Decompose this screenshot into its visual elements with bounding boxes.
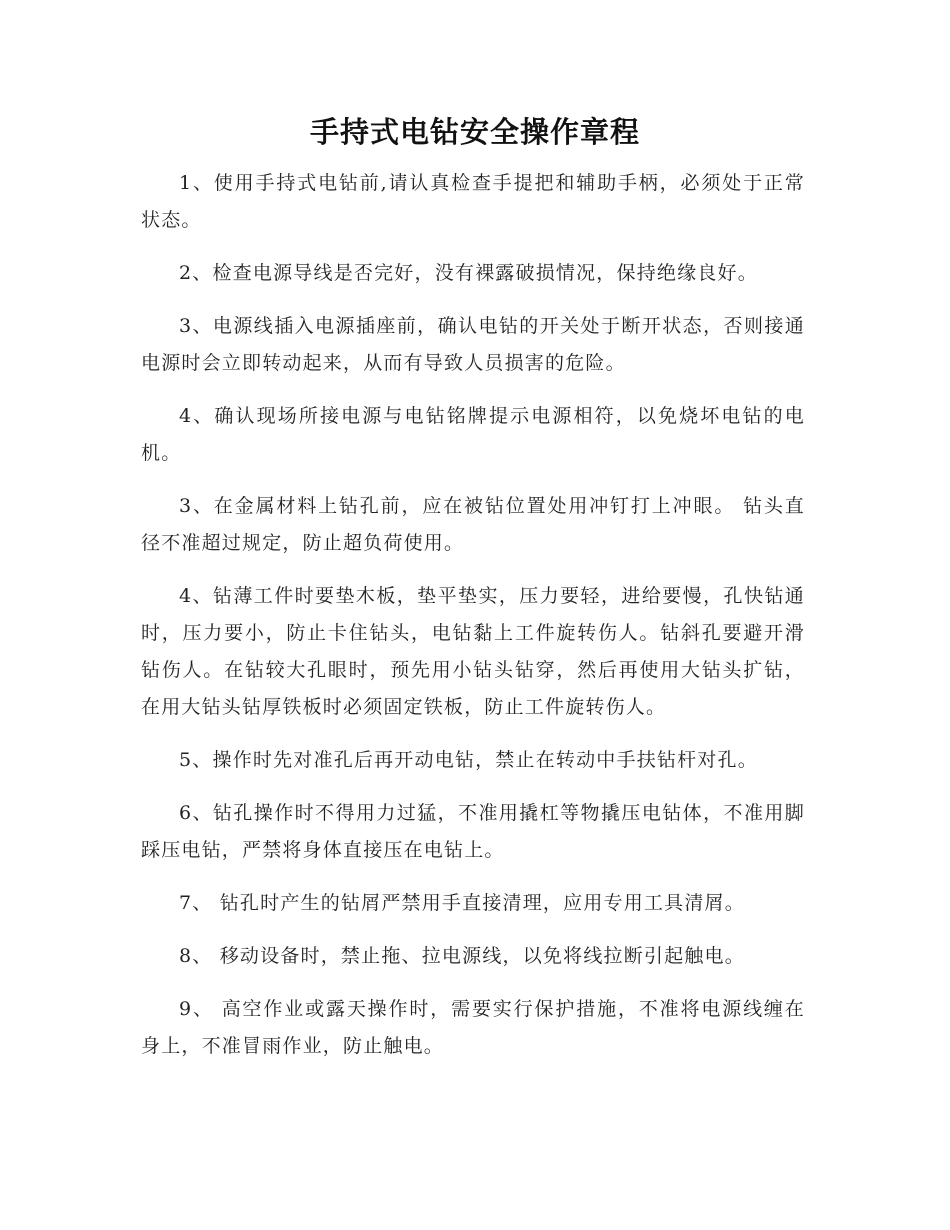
paragraph-1: 1、使用手持式电钻前,请认真检查手提把和辅助手柄，必须处于正常状态。 [141, 172, 805, 231]
paragraph-6: 4、钻薄工件时要垫木板，垫平垫实，压力要轻，进给要慢，孔快钻通时，压力要小，防止卡住钻头，电钻黏上工件旋转伤人。钻斜孔要避开滑钻伤人。在钻较大孔眼时，预先用小钻头钻穿，然后再使用大钻头扩钻，在用大钻头钻厚铁板时必须固定铁板，防止工件旋转伤人。 [141, 585, 805, 718]
paragraph-3: 3、电源线插入电源插座前，确认电钻的开关处于断开状态，否则接通电源时会立即转动起来，从而有导致人员损害的危险。 [141, 315, 805, 374]
document-title: 手持式电钻安全操作章程 [309, 115, 640, 149]
paragraph-11: 9、 高空作业或露天操作时，需要实行保护措施，不准将电源线缠在身上，不准冒雨作业，防止触电。 [141, 998, 805, 1057]
document-body [141, 165, 805, 1081]
paragraph-9: 7、 钻孔时产生的钻屑严禁用手直接清理，应用专用工具清屑。 [179, 892, 745, 914]
paragraph-8: 6、钻孔操作时不得用力过猛，不准用撬杠等物撬压电钻体，不准用脚踩压电钻，严禁将身体直接压在电钻上。 [141, 802, 805, 861]
paragraph-10: 8、 移动设备时，禁止拖、拉电源线，以免将线拉断引起触电。 [179, 945, 745, 967]
paragraph-4: 4、确认现场所接电源与电钻铭牌提示电源相符，以免烧坏电钻的电机。 [141, 405, 805, 464]
paragraph-2: 2、检查电源导线是否完好，没有裸露破损情况，保持绝缘良好。 [179, 262, 758, 284]
paragraph-7: 5、操作时先对准孔后再开动电钻，禁止在转动中手扶钻杆对孔。 [179, 749, 758, 771]
paragraph-5: 3、在金属材料上钻孔前，应在被钻位置处用冲钉打上冲眼。 钻头直径不准超过规定，防止超负荷使用。 [141, 495, 805, 554]
